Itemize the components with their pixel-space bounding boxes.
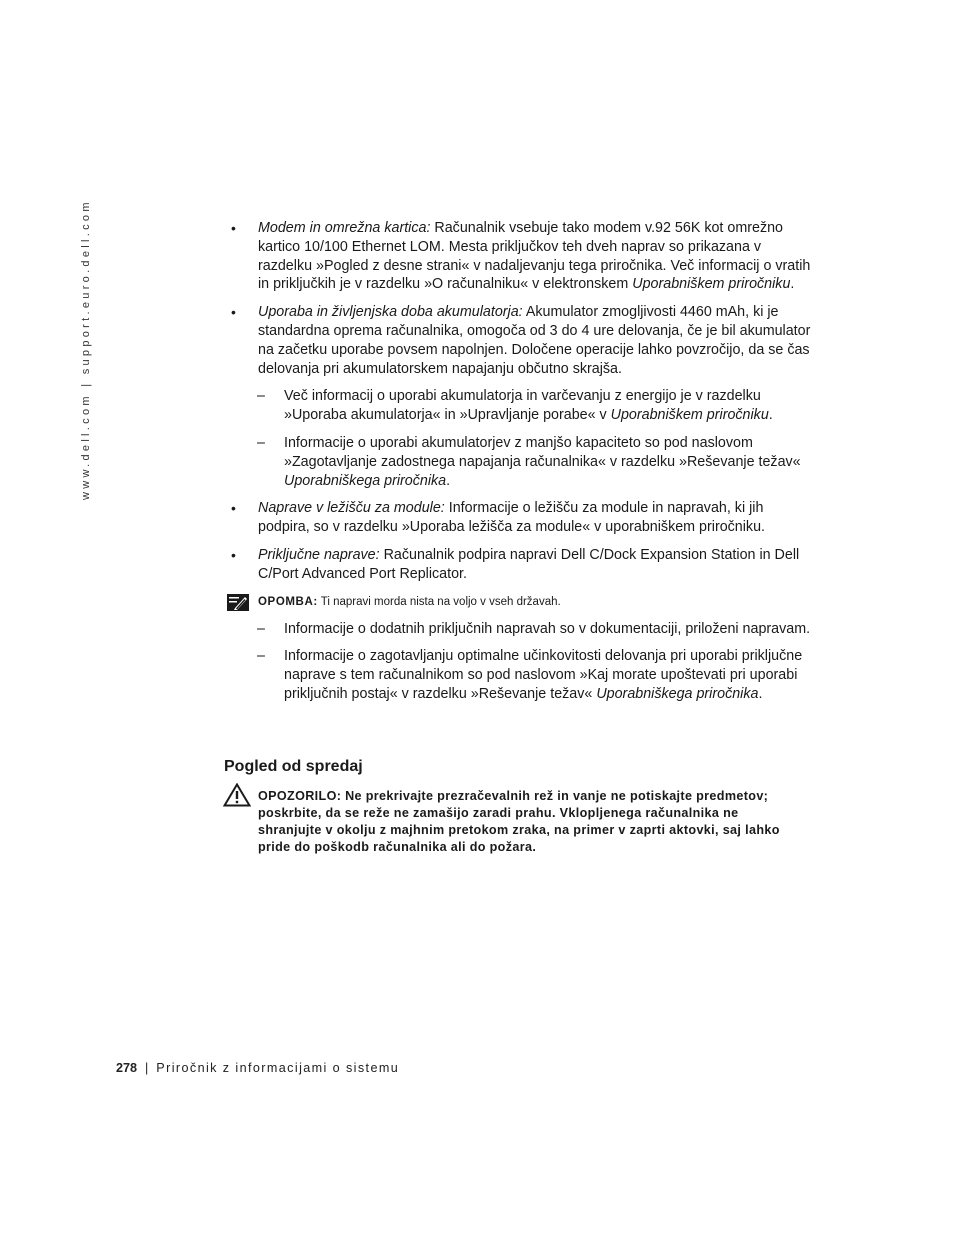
dash-icon: – <box>257 648 265 665</box>
item-text: Informacije o dodatnih priključnih napravah so v dokumentaciji, priloženi napravam. <box>284 620 811 637</box>
list-item-battery <box>231 303 814 378</box>
sub-list-item <box>257 434 814 490</box>
dash-icon: – <box>257 388 265 405</box>
item-italic: Uporabniškega priročnika <box>596 685 759 702</box>
list-item-docking <box>231 546 814 584</box>
item-text: Akumulator zmogljivosti 4460 mAh, ki je standardna oprema računalnika, omogoča od 3 do 4 ure delovanja, če je bil akumulator na začetku uporabe povsem napolnjen. Določene operacije lahko povzročijo, da se čas delovanja pri akumulatorskem napajanju občutno skrajša. <box>258 304 811 377</box>
footer-separator: | <box>145 1061 149 1075</box>
warning-label: OPOZORILO: <box>258 789 342 803</box>
list-item-module-bay <box>231 499 814 537</box>
item-term: Priključne naprave: <box>258 546 380 563</box>
page-footer <box>116 1061 399 1075</box>
main-content <box>231 219 814 713</box>
warning-box <box>258 788 798 856</box>
sub-list-item <box>257 620 814 639</box>
page-number: 278 <box>116 1061 138 1075</box>
sub-list-item <box>257 647 814 703</box>
item-text: Informacije o ležišču za module in napravah, ki jih podpira, so v razdelku »Uporaba ležišča za module« v uporabniškem priročniku. <box>258 500 766 536</box>
item-end: . <box>446 472 451 489</box>
item-end: . <box>790 276 795 293</box>
item-term: Modem in omrežna kartica: <box>258 220 431 236</box>
item-italic: Uporabniškega priročnika <box>284 472 447 489</box>
item-italic: Uporabniškem priročniku <box>632 276 791 293</box>
item-text: Informacije o zagotavljanju optimalne učinkovitosti delovanja pri uporabi priključne naprave s tem računalnikom so pod naslovom »Kaj morate upoštevati pri uporabi priključnih postaj« v razdelku »Reševanje težav« <box>284 648 803 702</box>
bullet-icon: • <box>231 304 236 321</box>
warning-triangle-icon <box>223 783 251 812</box>
item-term: Uporaba in življenjska doba akumulatorja: <box>258 304 523 321</box>
note-box <box>258 593 814 611</box>
item-text: Računalnik podpira napravi Dell C/Dock Expansion Station in Dell C/Port Advanced Port Replicator. <box>258 546 800 582</box>
note-label: OPOMBA: <box>258 595 318 608</box>
sidebar-url: www.dell.com | support.euro.dell.com <box>80 199 92 500</box>
dash-icon: – <box>257 434 265 451</box>
item-text: Računalnik vsebuje tako modem v.92 56K kot omrežno kartico 10/100 Ethernet LOM. Mesta priključkov teh dveh naprav so prikazana v razdelku »Pogled z desne strani« v nadaljevanju tega priročnika. Več informacij o vratih in priključkih je v razdelku »O računalniku« v elektronskem <box>258 220 811 293</box>
warning-text: Ne prekrivajte prezračevalnih rež in vanje ne potiskajte predmetov; poskrbite, da se reže ne zamašijo zaradi prahu. Vklopljenega računalnika ne shranjujte v okolju z majhnim pretokom zraka, na primer v zaprti aktovki, saj lahko pride do poškodb računalnika ali do požara. <box>258 789 780 854</box>
bullet-icon: • <box>231 500 236 517</box>
pencil-note-icon <box>227 594 249 617</box>
note-text: Ti napravi morda nista na voljo v vseh državah. <box>317 595 561 608</box>
item-text: Več informacij o uporabi akumulatorja in varčevanju z energijo je v razdelku »Uporaba akumulatorja« in »Upravljanje porabe« v <box>284 388 761 424</box>
bullet-icon: • <box>231 546 236 563</box>
sub-list-item <box>257 387 814 425</box>
list-item-modem <box>231 219 814 294</box>
section-heading: Pogled od spredaj <box>224 758 363 775</box>
item-end: . <box>768 407 773 424</box>
footer-title: Priročnik z informacijami o sistemu <box>156 1061 400 1075</box>
item-term: Naprave v ležišču za module: <box>258 500 445 517</box>
bullet-icon: • <box>231 220 236 236</box>
dash-icon: – <box>257 620 265 637</box>
item-text: Informacije o uporabi akumulatorjev z manjšo kapaciteto so pod naslovom »Zagotavljanje zadostnega napajanja računalnika« v razdelku »Reševanje težav« <box>284 434 801 470</box>
item-end: . <box>758 685 763 702</box>
item-italic: Uporabniškem priročniku <box>610 407 769 424</box>
